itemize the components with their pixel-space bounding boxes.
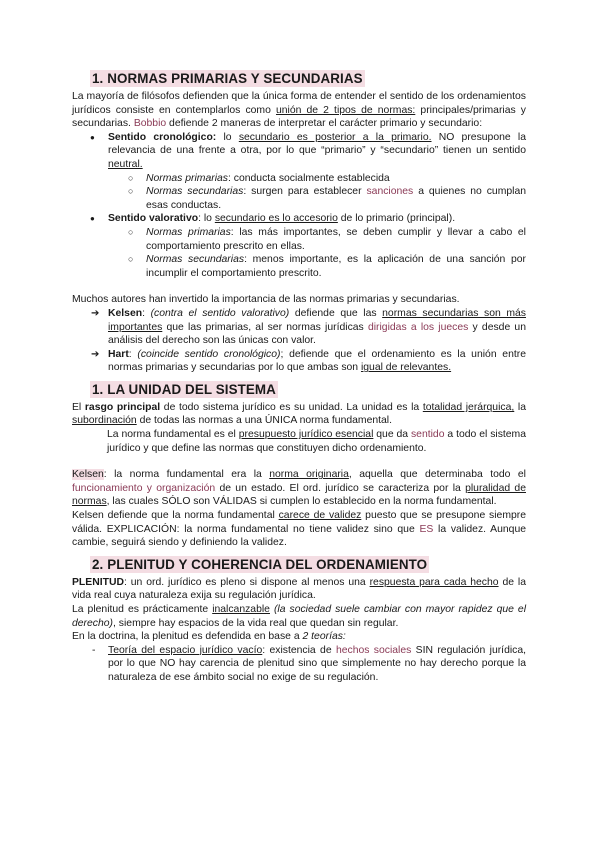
paragraph-plenitud: PLENITUD: un ord. jurídico es pleno si dispone al menos una respuesta para cada hecho de la vida real cuya naturaleza exija su regulación jurídica. (72, 576, 527, 602)
list-item: ● Sentido valorativo: lo secundario es lo accesorio de lo primario (principal). ○ Normas primarias: las más importantes, se deben cumplir y llevar a cabo el comportamiento prescrito en ellas. ○ Normas secundarias: menos importante, es la aplicación de una sanción por incumplir el comportamiento prescrito. (108, 212, 526, 280)
document-page (72, 70, 526, 685)
list-item: ○ Normas primarias: conducta socialmente establecida (146, 172, 526, 186)
list-item: ○ Normas secundarias: surgen para establecer sanciones a quienes no cumplan esas conductas. (146, 185, 526, 212)
list-item: ➔ Kelsen: (contra el sentido valorativo) defiende que las normas secundarias son más importantes que las primarias, al ser normas jurídicas dirigidas a los jueces y desde un análisis del derecho son las únicas con valor. (108, 307, 526, 348)
paragraph-validez: Kelsen defiende que la norma fundamental carece de validez puesto que se presupone siempre válida. EXPLICACIÓN: la norma fundamental no tiene validez sino que ES la validez. Aunque cambie, seguirá siendo y definiendo la validez. (72, 510, 527, 549)
list-item: ➔ Hart: (coincide sentido cronológico); defiende que el ordenamiento es la unión entre normas primarias y secundarias por lo que ambas son igual de relevantes. (108, 348, 526, 375)
section-title-plenitud: 2. PLENITUD Y COHERENCIA DEL ORDENAMIENTO (92, 556, 428, 572)
list-item: ○ Normas secundarias: menos importante, es la aplicación de una sanción por incumplir el comportamiento prescrito. (146, 253, 526, 280)
dash-list-teorias (72, 644, 526, 685)
list-item: - Teoría del espacio jurídico vacío: existencia de hechos sociales SIN regulación jurídica, por lo que NO hay carencia de plenitud sino que simplemente no hay derecho porque la naturaleza de ese ámbito social no exige de su regulación. (108, 644, 526, 685)
paragraph-inalcanzable: La plenitud es prácticamente inalcanzable (la sociedad suele cambiar con mayor rapidez que el derecho), siempre hay espacios de la vida real que quedan sin regular. (72, 604, 526, 629)
section-title-unidad: 1. LA UNIDAD DEL SISTEMA (92, 381, 276, 397)
bullet-list-sentidos (72, 131, 526, 281)
list-item: ● Sentido cronológico: lo secundario es posterior a la primario. NO presupone la relevancia de una frente a otra, por lo que “primario” y “secundario” tienen un sentido neutral. ○ Normas primarias: conducta socialmente establecida ○ Normas secundarias: surgen para establecer sanciones a quienes no cumplan esas conductas. (108, 131, 526, 213)
paragraph-norma-fundamental: La norma fundamental es el presupuesto jurídico esencial que da sentido a todo el sistema jurídico y que define las normas que constituyen dicho ordenamiento. (107, 429, 526, 454)
list-item: ○ Normas primarias: las más importantes, se deben cumplir y llevar a cabo el comportamiento prescrito en ellas. (146, 226, 526, 253)
paragraph-kelsen: Kelsen: la norma fundamental era la norma originaria, aquella que determinaba todo el funcionamiento y organización de un estado. El ord. jurídico se caracteriza por la pluralidad de normas, las cuales SÓLO son VÁLIDAS si cumplen lo establecido en la norma fundamental. (72, 469, 526, 508)
arrow-list-autores (72, 307, 526, 375)
section-title-normas: 1. NORMAS PRIMARIAS Y SECUNDARIAS (92, 71, 363, 86)
paragraph-autores: Muchos autores han invertido la importancia de las normas primarias y secundarias. (72, 294, 460, 306)
paragraph-intro: La mayoría de filósofos defienden que la única forma de entender el sentido de los ordenamientos jurídicos consiste en contemplarlos como unión de 2 tipos de normas: principales/primarias y secundarias. Bobbio defiende 2 maneras de interpretar el carácter primario y secundario: (72, 91, 526, 130)
paragraph-rasgo: El rasgo principal de todo sistema jurídico es su unidad. La unidad es la totalidad jerárquica, la subordinación de todas las normas a una ÚNICA norma fundamental. (72, 401, 526, 427)
paragraph-doctrina: En la doctrina, la plenitud es defendida en base a 2 teorías: (72, 631, 346, 643)
